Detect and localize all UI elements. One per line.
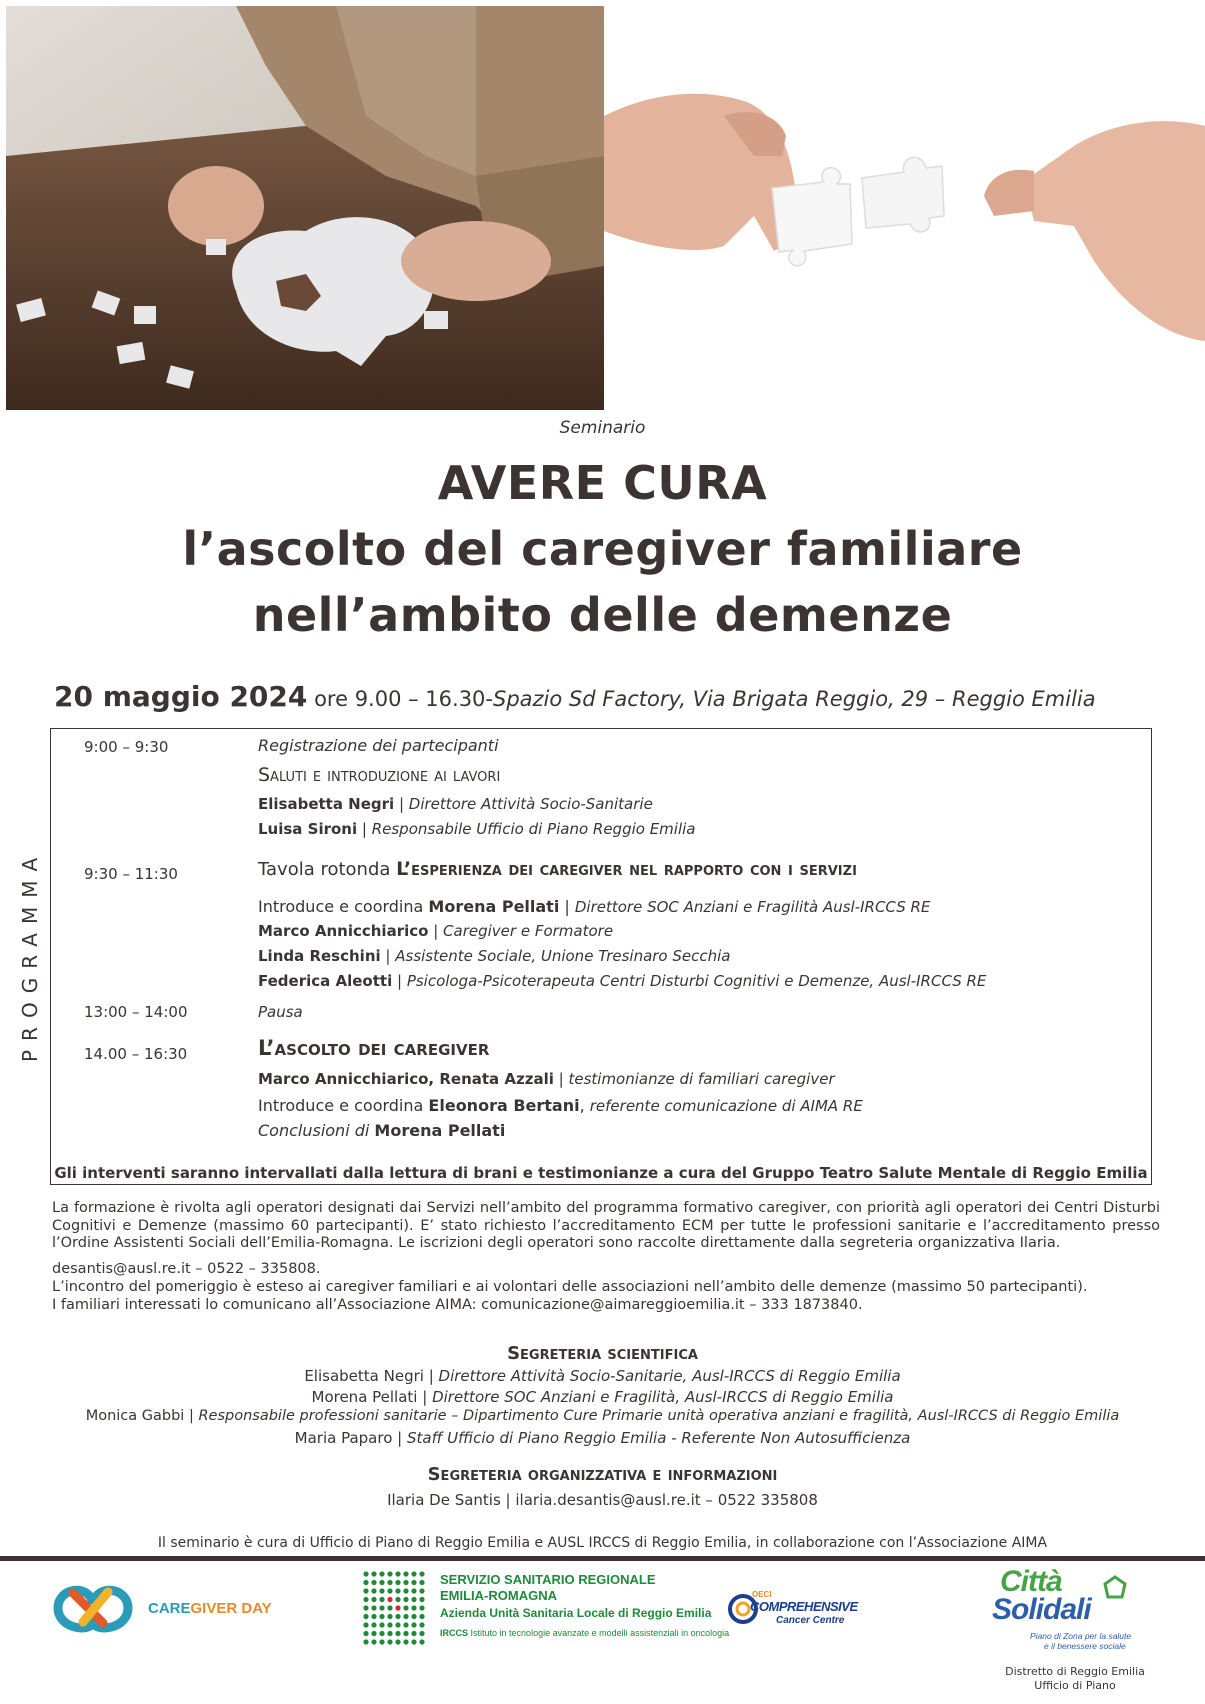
solidali-label: Solidali — [992, 1593, 1091, 1626]
ssr-dot — [395, 1588, 400, 1593]
ssr-emilia-romagna-logo — [362, 1570, 730, 1650]
ufficio-piano-label: Ufficio di Piano — [1034, 1679, 1116, 1692]
scientific-member-3: Monica Gabbi | Responsabile professioni sanitarie – Dipartimento Cure Primarie unità operativa anziani e fragilità, Ausl-IRCCS di Reggio Emilia — [85, 1408, 1120, 1424]
ssr-dot — [387, 1571, 392, 1576]
listening-intro: Introduce e coordina Eleonora Bertani, referente comunicazione di AIMA RE — [258, 1096, 863, 1115]
ssr-dot — [395, 1605, 400, 1610]
caregiver-day-icon — [48, 1578, 138, 1638]
ssr-dot — [379, 1639, 384, 1644]
ssr-dot — [363, 1631, 368, 1636]
ssr-dot — [395, 1571, 400, 1576]
ssr-dot — [387, 1639, 392, 1644]
citta-tagline-2: e il benessere sociale — [1044, 1641, 1126, 1651]
ssr-dot — [387, 1622, 392, 1627]
roundtable-time: 9:30 – 11:30 — [84, 865, 178, 883]
comprehensive-label: COMPREHENSIVE — [750, 1599, 858, 1614]
info-paragraph-3: I familiari interessati lo comunicano all’Associazione AIMA: comunicazione@aimareggioemilia.it – 333 1873840. — [52, 1297, 863, 1313]
ssr-dot — [379, 1631, 384, 1636]
roundtable-heading: Tavola rotonda L’esperienza dei caregiver nel rapporto con i servizi — [258, 858, 857, 880]
ssr-dot — [411, 1631, 416, 1636]
ssr-dot — [395, 1580, 400, 1585]
ssr-dot — [363, 1580, 368, 1585]
ssr-dot — [403, 1639, 408, 1644]
ssr-line-4: IRCCS Istituto in tecnologie avanzate e modelli assistenziali in oncologia — [440, 1628, 730, 1638]
organizing-contact: Ilaria De Santis | ilaria.desantis@ausl.re.it – 0522 335808 — [387, 1491, 818, 1509]
ssr-dot — [379, 1597, 384, 1602]
ssr-dot — [411, 1571, 416, 1576]
ssr-dot — [403, 1588, 408, 1593]
roundtable-speaker-2: Linda Reschini | Assistente Sociale, Unione Tresinaro Secchia — [258, 947, 731, 965]
ssr-dot — [411, 1622, 416, 1627]
ssr-dot — [363, 1588, 368, 1593]
ssr-dot — [411, 1639, 416, 1644]
ssr-dot — [371, 1622, 376, 1627]
ssr-dot — [419, 1605, 424, 1610]
info-paragraph-1: La formazione è rivolta agli operatori designati dai Servizi nell’ambito del programma formativo caregiver, con priorità agli operatori dei Centri Disturbi Cognitivi e Demenze (massimo 60 partecipanti). E’ stato richiesto l’accreditamento ECM per tutte le professioni sanitarie e l’accreditamento presso l’Ordine Assistenti Sociali dell’Emilia-Romagna. Le iscrizioni degli operatori sono raccolte direttamente dalla segreteria organizzativa Ilaria. — [52, 1200, 1160, 1251]
ssr-dot — [419, 1597, 424, 1602]
welcome-title: Saluti e introduzione ai lavori — [258, 764, 501, 786]
ssr-dot — [403, 1580, 408, 1585]
ssr-dot — [395, 1622, 400, 1627]
scientific-heading: Segreteria scientifica — [507, 1343, 698, 1364]
ssr-dot — [419, 1631, 424, 1636]
organizing-heading: Segreteria organizzativa e informazioni — [427, 1464, 778, 1485]
ssr-dot — [403, 1571, 408, 1576]
ssr-dot — [363, 1622, 368, 1627]
hero-photo-connecting-puzzle — [604, 6, 1205, 410]
event-venue: Spazio Sd Factory, Via Brigata Reggio, 29 – Reggio Emilia — [493, 687, 1096, 711]
cancer-centre-label: Cancer Centre — [776, 1615, 845, 1626]
listening-time: 14.00 – 16:30 — [84, 1045, 188, 1063]
ssr-dot — [403, 1605, 408, 1610]
ssr-dot — [371, 1639, 376, 1644]
caregiver-day-logo — [48, 1578, 278, 1638]
two-hands-puzzle-illustration — [604, 6, 1205, 410]
ssr-line-2: EMILIA-ROMAGNA — [440, 1588, 557, 1603]
ssr-dot — [363, 1605, 368, 1610]
ssr-dot — [403, 1614, 408, 1619]
ssr-dot — [379, 1614, 384, 1619]
ssr-dot — [395, 1614, 400, 1619]
roundtable-speaker-1: Marco Annicchiarico | Caregiver e Formatore — [258, 922, 614, 940]
ssr-dot — [419, 1588, 424, 1593]
ssr-dot — [387, 1614, 392, 1619]
ssr-dot — [403, 1597, 408, 1602]
title-line-1: AVERE CURA — [437, 456, 768, 510]
scientific-member-1: Elisabetta Negri | Direttore Attività Socio-Sanitarie, Ausl-IRCCS di Reggio Emilia — [304, 1367, 901, 1385]
ssr-dot — [419, 1614, 424, 1619]
info-paragraph-1-end: desantis@ausl.re.it – 0522 – 335808. — [52, 1261, 321, 1277]
info-paragraph-2: L’incontro del pomeriggio è esteso ai caregiver familiari e ai volontari delle associazioni nell’ambito delle demenze (massimo 50 partecipanti). — [52, 1279, 1088, 1295]
ssr-dot — [371, 1597, 376, 1602]
ssr-dot — [411, 1580, 416, 1585]
listening-conclusion: Conclusioni di Morena Pellati — [258, 1121, 506, 1140]
ssr-dot — [395, 1631, 400, 1636]
registration-text: Registrazione dei partecipanti — [258, 736, 499, 755]
ssr-dot — [387, 1580, 392, 1585]
event-separator: - — [485, 687, 493, 711]
ssr-dot — [403, 1631, 408, 1636]
ssr-line-3: Azienda Unità Sanitaria Locale di Reggio Emilia — [440, 1606, 712, 1620]
citta-solidali-logo — [990, 1565, 1160, 1700]
seminar-label: Seminario — [559, 418, 646, 438]
break-time: 13:00 – 14:00 — [84, 1003, 188, 1021]
scientific-member-2: Morena Pellati | Direttore SOC Anziani e Fragilità, Ausl-IRCCS di Reggio Emilia — [311, 1388, 894, 1406]
comprehensive-cancer-centre-logo — [728, 1590, 858, 1630]
event-date: 20 maggio 2024 — [54, 680, 308, 713]
roundtable-title: L’esperienza dei caregiver nel rapporto con i servizi — [396, 858, 857, 880]
ssr-line-1: SERVIZIO SANITARIO REGIONALE — [440, 1572, 656, 1587]
ssr-dot — [379, 1580, 384, 1585]
ssr-dot — [363, 1639, 368, 1644]
roundtable-intro: Introduce e coordina Morena Pellati | Direttore SOC Anziani e Fragilità Ausl-IRCCS RE — [258, 897, 931, 916]
ssr-dot — [419, 1639, 424, 1644]
ssr-dot — [395, 1597, 400, 1602]
citta-label: Città — [1000, 1565, 1062, 1598]
ssr-dot — [387, 1597, 392, 1602]
welcome-speaker-1: Elisabetta Negri | Direttore Attività Socio-Sanitarie — [258, 795, 653, 813]
ssr-dot — [395, 1639, 400, 1644]
program-vertical-label: PROGRAMMA — [18, 848, 42, 1062]
ssr-dot — [371, 1614, 376, 1619]
event-time: ore 9.00 – 16.30 — [314, 687, 486, 711]
ssr-dot — [387, 1605, 392, 1610]
citta-tagline-1: Piano di Zona per la salute — [1030, 1631, 1132, 1641]
ssr-dot — [379, 1622, 384, 1627]
scientific-member-4: Maria Paparo | Staff Ufficio di Piano Reggio Emilia - Referente Non Autosufficienza — [294, 1429, 911, 1447]
ssr-dot — [419, 1580, 424, 1585]
ssr-dot — [403, 1622, 408, 1627]
ssr-dot — [379, 1571, 384, 1576]
ssr-dot — [419, 1571, 424, 1576]
ssr-dot — [371, 1605, 376, 1610]
welcome-speaker-2: Luisa Sironi | Responsabile Ufficio di Piano Reggio Emilia — [258, 820, 696, 838]
ssr-dot — [363, 1571, 368, 1576]
title-line-3: nell’ambito delle demenze — [252, 588, 953, 642]
roundtable-speaker-3: Federica Aleotti | Psicologa-Psicoterapeuta Centri Disturbi Cognitivi e Demenze, Ausl-IRCCS RE — [258, 972, 987, 990]
ssr-dot — [411, 1588, 416, 1593]
puzzle-table-illustration — [6, 6, 604, 410]
ssr-dot — [379, 1588, 384, 1593]
ssr-dot — [411, 1614, 416, 1619]
caregiver-day-text: CAREGIVER DAY — [148, 1600, 272, 1617]
credits-line: Il seminario è cura di Ufficio di Piano di Reggio Emilia e AUSL IRCCS di Reggio Emilia, in collaborazione con l’Associazione AIMA — [157, 1535, 1048, 1551]
ssr-dot-grid-icon — [362, 1570, 428, 1648]
ssr-dot — [371, 1580, 376, 1585]
district-label: Distretto di Reggio Emilia — [1005, 1665, 1145, 1678]
listening-speakers: Marco Annicchiarico, Renata Azzali | testimonianze di familiari caregiver — [258, 1070, 835, 1088]
ssr-dot — [411, 1597, 416, 1602]
ssr-dot — [371, 1588, 376, 1593]
ssr-dot — [371, 1631, 376, 1636]
citta-star-icon — [1102, 1575, 1128, 1601]
hero-photo-puzzle-hands — [6, 6, 604, 410]
ssr-dot — [411, 1605, 416, 1610]
listening-title: L’ascolto dei caregiver — [258, 1036, 490, 1060]
title-line-2: l’ascolto del caregiver familiare — [182, 522, 1023, 576]
event-date-line — [54, 680, 1096, 713]
ssr-dot — [371, 1571, 376, 1576]
registration-time: 9:00 – 9:30 — [84, 738, 169, 756]
program-note: Gli interventi saranno intervallati dalla lettura di brani e testimonianze a cura del Gruppo Teatro Salute Mentale di Reggio Emilia — [54, 1164, 1148, 1182]
break-text: Pausa — [258, 1003, 303, 1021]
ssr-dot — [379, 1605, 384, 1610]
ssr-dot — [419, 1622, 424, 1627]
footer-divider — [0, 1556, 1205, 1561]
ssr-dot — [363, 1614, 368, 1619]
oeci-label: OECI — [752, 1590, 772, 1599]
ssr-dot — [387, 1588, 392, 1593]
ssr-dot — [387, 1631, 392, 1636]
ssr-dot — [363, 1597, 368, 1602]
